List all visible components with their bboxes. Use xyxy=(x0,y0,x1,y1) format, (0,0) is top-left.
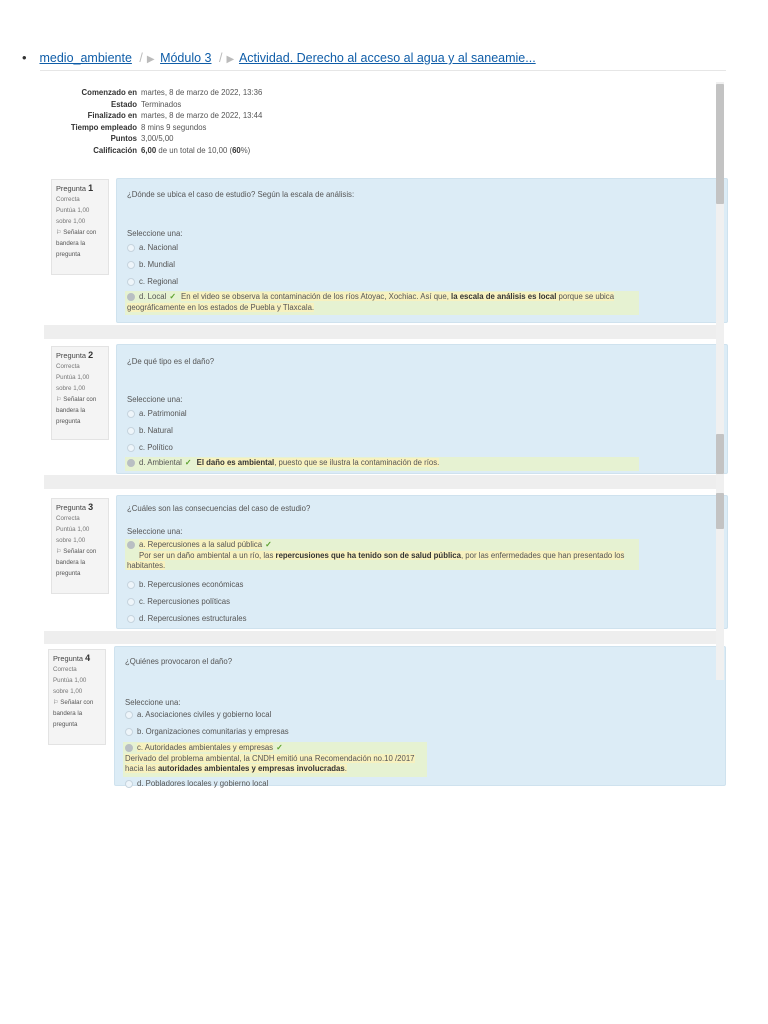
select-prompt: Seleccione una: xyxy=(127,395,183,404)
question-state: Correcta xyxy=(56,196,80,203)
quiz-review-image xyxy=(44,82,724,788)
question-state: Correcta xyxy=(56,515,80,522)
question-text: ¿Cuáles son las consecuencias del caso de estudio? xyxy=(127,504,311,513)
check-icon: ✓ xyxy=(184,458,192,467)
question-grade: Puntúa 1,00 sobre 1,00 xyxy=(53,677,87,695)
answer-option[interactable]: a. Nacional xyxy=(127,243,178,252)
summary-row-grade: Calificación 6,00 de un total de 10,00 (60%) xyxy=(93,145,251,155)
scrollbar-thumb[interactable] xyxy=(716,84,724,204)
question-text: ¿Quiénes provocaron el daño? xyxy=(125,657,233,666)
radio-icon[interactable] xyxy=(127,444,135,452)
question-info-3: Pregunta 3 Correcta Puntúa 1,00 sobre 1,00 ⚐ Señalar con bandera la pregunta xyxy=(51,498,109,594)
answer-option-correct[interactable]: d. Ambiental ✓ El daño es ambiental, puesto que se ilustra la contaminación de ríos. xyxy=(125,457,639,471)
answer-option[interactable]: a. Asociaciones civiles y gobierno local xyxy=(125,710,271,719)
flag-question-link[interactable]: ⚐ Señalar con bandera la pregunta xyxy=(56,229,97,258)
answer-option[interactable]: d. Pobladores locales y gobierno local xyxy=(125,779,268,788)
select-prompt: Seleccione una: xyxy=(125,698,181,707)
breadcrumb xyxy=(22,50,536,65)
answer-feedback: En el video se observa la contaminación de los ríos Atoyac, Xochiac. Así que, la escala de análisis es local porque se ubica geográficamente en los estados de Puebla y Tlaxcala. xyxy=(127,292,615,312)
question-separator xyxy=(44,325,716,339)
radio-icon-selected[interactable] xyxy=(125,744,133,752)
question-content-3 xyxy=(116,495,728,629)
scrollbar-thumb[interactable] xyxy=(716,493,724,529)
check-icon: ✓ xyxy=(276,743,283,752)
bullet-icon: • xyxy=(22,50,27,65)
question-separator xyxy=(44,631,716,644)
radio-icon-selected[interactable] xyxy=(127,293,135,301)
summary-row-started: Comenzado en martes, 8 de marzo de 2022, 13:36 xyxy=(81,88,263,97)
question-content-1 xyxy=(116,178,728,323)
flag-icon: ⚐ xyxy=(56,396,62,403)
breadcrumb-module-link[interactable]: Módulo 3 xyxy=(160,51,212,65)
answer-option[interactable]: d. Repercusiones estructurales xyxy=(127,614,246,623)
radio-icon[interactable] xyxy=(127,278,135,286)
answer-option[interactable]: c. Político xyxy=(127,443,173,452)
breadcrumb-divider xyxy=(40,70,726,71)
question-grade: Puntúa 1,00 sobre 1,00 xyxy=(56,526,90,544)
answer-feedback: Por ser un daño ambiental a un río, las repercusiones que ha tenido son de salud pública, por las enfermedades que han presentado los habitantes. xyxy=(127,550,625,570)
radio-icon[interactable] xyxy=(127,598,135,606)
answer-option[interactable]: b. Natural xyxy=(127,426,173,435)
radio-icon[interactable] xyxy=(127,410,135,418)
question-grade: Puntúa 1,00 sobre 1,00 xyxy=(56,207,90,225)
radio-icon-selected[interactable] xyxy=(127,459,135,467)
radio-icon[interactable] xyxy=(127,244,135,252)
attempt-summary xyxy=(44,87,262,157)
radio-icon[interactable] xyxy=(125,780,133,788)
radio-icon[interactable] xyxy=(125,728,133,736)
answer-option[interactable]: b. Mundial xyxy=(127,260,175,269)
check-icon: ✓ xyxy=(169,292,176,301)
radio-icon[interactable] xyxy=(127,581,135,589)
scrollbar-thumb[interactable] xyxy=(716,434,724,474)
answer-option[interactable]: c. Repercusiones políticas xyxy=(127,597,230,606)
summary-row-finished: Finalizado en martes, 8 de marzo de 2022, 13:44 xyxy=(87,111,263,121)
flag-question-link[interactable]: ⚐ Señalar con bandera la pregunta xyxy=(56,548,97,577)
flag-question-link[interactable]: ⚐ Señalar con bandera la pregunta xyxy=(56,396,97,425)
breadcrumb-separator: / xyxy=(139,51,143,65)
breadcrumb-activity-link[interactable]: Actividad. Derecho al acceso al agua y al saneamie... xyxy=(238,51,536,65)
summary-row-state: Estado Terminados xyxy=(111,99,182,109)
question-content-2 xyxy=(116,344,728,474)
question-info-4: Pregunta 4 Correcta Puntúa 1,00 sobre 1,00 ⚐ Señalar con bandera la pregunta xyxy=(48,649,106,745)
question-content-4 xyxy=(114,646,726,786)
breadcrumb-arrow-icon: ▶ xyxy=(146,54,155,65)
summary-row-time: Tiempo empleado 8 mins 9 segundos xyxy=(70,122,207,132)
answer-feedback: El daño es ambiental, puesto que se ilustra la contaminación de ríos. xyxy=(196,458,440,467)
answer-option-correct[interactable]: d. Local ✓ En el video se observa la contaminación de los ríos Atoyac, Xochiac. Así que, la escala de análisis es local porque se ubica geográficamente en los estados de Puebla y Tlaxcala. xyxy=(125,291,639,315)
select-prompt: Seleccione una: xyxy=(127,527,183,536)
radio-icon[interactable] xyxy=(127,615,135,623)
radio-icon[interactable] xyxy=(125,711,133,719)
answer-option-correct[interactable]: c. Autoridades ambientales y empresas ✓ Derivado del problema ambiental, la CNDH emitió una Recomendación no.10 /2017 hacia las autoridades ambientales y empresas involucradas. xyxy=(123,742,427,777)
question-text: ¿Dónde se ubica el caso de estudio? Según la escala de análisis: xyxy=(127,190,355,199)
question-state: Correcta xyxy=(53,666,77,673)
question-text: ¿De qué tipo es el daño? xyxy=(127,357,215,366)
flag-icon: ⚐ xyxy=(56,548,62,555)
answer-option[interactable]: c. Regional xyxy=(127,277,178,286)
answer-option[interactable]: a. Patrimonial xyxy=(127,409,187,418)
question-info-2: Pregunta 2 Correcta Puntúa 1,00 sobre 1,00 ⚐ Señalar con bandera la pregunta xyxy=(51,346,109,440)
flag-icon: ⚐ xyxy=(53,699,59,706)
breadcrumb-separator: / xyxy=(218,51,223,65)
question-grade: Puntúa 1,00 sobre 1,00 xyxy=(56,374,90,392)
question-separator xyxy=(44,475,716,489)
answer-feedback: Derivado del problema ambiental, la CNDH emitió una Recomendación no.10 /2017 hacia las autoridades ambientales y empresas involucradas. xyxy=(125,753,415,773)
check-icon: ✓ xyxy=(265,540,272,549)
select-prompt: Seleccione una: xyxy=(127,229,183,238)
radio-icon-selected[interactable] xyxy=(127,541,135,549)
breadcrumb-course-link[interactable]: medio_ambiente xyxy=(39,51,132,65)
answer-option[interactable]: b. Organizaciones comunitarias y empresas xyxy=(125,727,289,736)
question-state: Correcta xyxy=(56,363,80,370)
vertical-scrollbar[interactable] xyxy=(716,82,724,680)
radio-icon[interactable] xyxy=(127,261,135,269)
breadcrumb-arrow-icon: ▶ xyxy=(226,54,235,65)
radio-icon[interactable] xyxy=(127,427,135,435)
question-info-1: Pregunta 1 Correcta Puntúa 1,00 sobre 1,00 ⚐ Señalar con bandera la pregunta xyxy=(51,179,109,275)
answer-option-correct[interactable]: a. Repercusiones a la salud pública ✓ Por ser un daño ambiental a un río, las repercusiones que ha tenido son de salud pública, por las enfermedades que han presentado los habitantes. xyxy=(125,539,639,570)
flag-icon: ⚐ xyxy=(56,229,62,236)
flag-question-link[interactable]: ⚐ Señalar con bandera la pregunta xyxy=(53,699,94,728)
summary-row-points: Puntos 3,00/5,00 xyxy=(110,134,174,144)
answer-option[interactable]: b. Repercusiones económicas xyxy=(127,580,243,589)
